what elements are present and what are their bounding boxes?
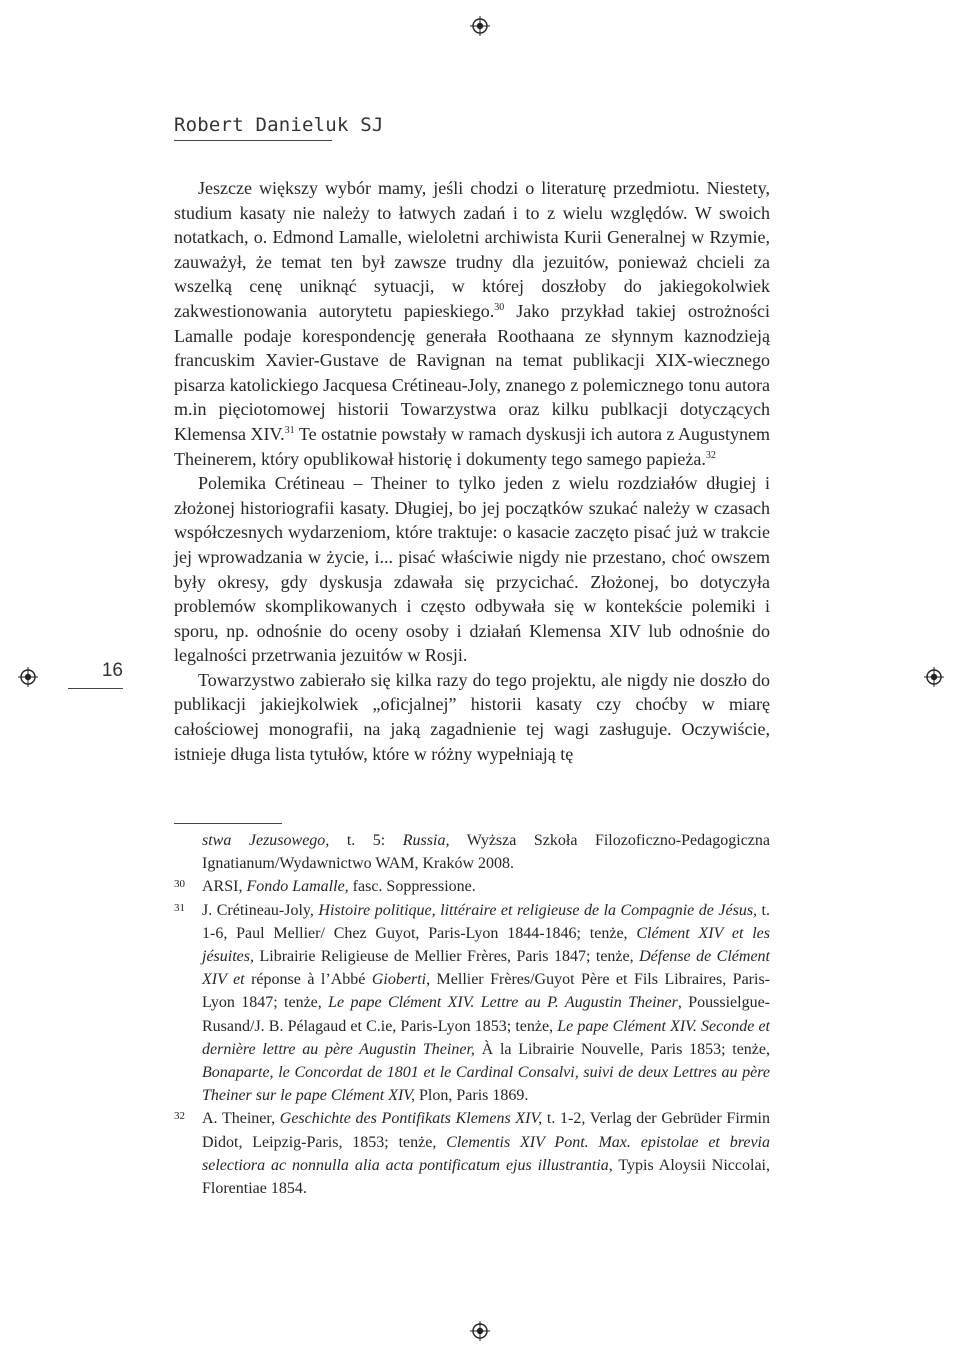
footnote-number: 30: [174, 878, 185, 891]
registration-mark-bottom-icon: [470, 1321, 490, 1341]
registration-mark-left-icon: [18, 667, 38, 687]
footnotes: [174, 829, 770, 1200]
page-number: 16: [101, 660, 123, 681]
page-number-rule: [68, 688, 123, 689]
footnote-30: 30 ARSI, Fondo Lamalle, fasc. Soppressione.: [174, 875, 770, 898]
paragraph-3: Towarzystwo zabierało się kilka razy do tego projektu, ale nigdy nie doszło do publikacji jakiejkolwiek „oficjalnej” historii kasaty czy choćby w miarę całościowej monografii, na jaką zagadnienie tej wagi zasługuje. Oczywiście, istnieje długa lista tytułów, które w różny wypełniają tę: [174, 669, 770, 764]
footnote-number: 32: [174, 1110, 185, 1123]
running-head-rule: [174, 140, 332, 141]
registration-mark-top-icon: [470, 16, 490, 36]
footnote-number: 31: [174, 901, 185, 914]
footnote-31: 31 J. Crétineau-Joly, Histoire politique, littéraire et religieuse de la Compagnie de Jésus, t. 1-6, Paul Mellier/ Chez Guyot, Paris-Lyon 1844-1846; tenże, Clément XIV et les jésuites, Librairie Religieuse de Mellier Frères, Paris 1847; tenże, Défense de Clément XIV et réponse à l’Abbé Gioberti, Mellier Frères/Guyot Père et Fils Libraires, Paris-Lyon 1847; tenże, Le pape Clément XIV. Lettre au P. Augustin Theiner, Poussielgue-Rusand/J. B. Pélagaud et C.ie, Paris-Lyon 1853; tenże, Le pape Clément XIV. Seconde et dernière lettre au père Augustin Theiner, À la Librairie Nouvelle, Paris 1853; tenże, Bonaparte, le Concordat de 1801 et le Cardinal Consalvi, suivi de deux Lettres au père Theiner sur le pape Clément XIV, Plon, Paris 1869.: [174, 899, 770, 1108]
registration-mark-right-icon: [924, 667, 944, 687]
paragraph-1: Jeszcze większy wybór mamy, jeśli chodzi o literaturę przedmiotu. Niestety, studium kasaty nie należy to łatwych zadań i to z wielu względów. W swoich notatkach, o. Edmond Lamalle, wieloletni archiwista Kurii Generalnej w Rzymie, zauważył, że temat ten był zawsze trudny dla jezuitów, ponieważ chcieli za wszelką cenę uniknąć sytuacji, w której doszłoby do jakiegokolwiek zakwestionowania autorytetu papieskiego.$^{30}$ Jako przykład takiej ostrożności Lamalle podaje korespondencję generała Roothaana ze słynnym kaznodzieją francuskim Xavier-Gustave de Ravignan na temat publikacji XIX-wiecznego pisarza katolickiego Jacquesa Crétineau-Joly, znanego z polemicznego tonu autora m.in pięciotomowej historii Towarzystwa oraz kilku publkacji dotyczących Klemensa XIV.$^{31}$ Te ostatnie powstały w ramach dyskusji ich autora z Augustynem Theinerem, który opublikował historię i dokumenty tego samego papieża.$^{32}$: [174, 178, 771, 469]
footnote-ref-30[interactable]: 30: [494, 301, 505, 313]
footnote-ref-32[interactable]: 32: [705, 449, 716, 461]
running-head: Robert Danieluk SJ: [174, 114, 384, 136]
footnote-ref-31[interactable]: 31: [284, 424, 295, 436]
footnote-rule: [174, 823, 282, 824]
paragraph-2: Polemika Crétineau – Theiner to tylko jeden z wielu rozdziałów długiej i złożonej historiografii kasaty. Długiej, bo jej początków szukać należy w czasach współczesnych wydarzeniom, które traktuje: o kasacie zaczęto pisać już w trakcie jej wprowadzania w życie, i... pisać właściwie nigdy nie przestano, choć owszem były okresy, gdy dyskusja zdawała się przycichać. Złożonej, bo dotyczyła problemów skomplikowanych i często odbywała się w kontekście polemiki i sporu, np. odnośnie do oceny osoby i działań Klemensa XIV lub odnośnie do legalności przetrwania jezuitów w Rosji.: [174, 473, 770, 666]
footnote-32: 32 A. Theiner, Geschichte des Pontifikats Klemens XIV, t. 1-2, Verlag der Gebrüder Firmin Didot, Leipzig-Paris, 1853; tenże, Clementis XIV Pont. Max. epistolae et brevia selectiora ac nonnulla alia acta pontificatum ejus illustrantia, Typis Aloysii Niccolai, Florentiae 1854.: [174, 1107, 770, 1200]
footnote-continuation: stwa Jezusowego, t. 5: Russia, Wyższa Szkoła Filozoficzno-Pedagogiczna Ignatianum/Wydawnictwo WAM, Kraków 2008.: [202, 832, 771, 873]
body-text: [174, 176, 770, 766]
